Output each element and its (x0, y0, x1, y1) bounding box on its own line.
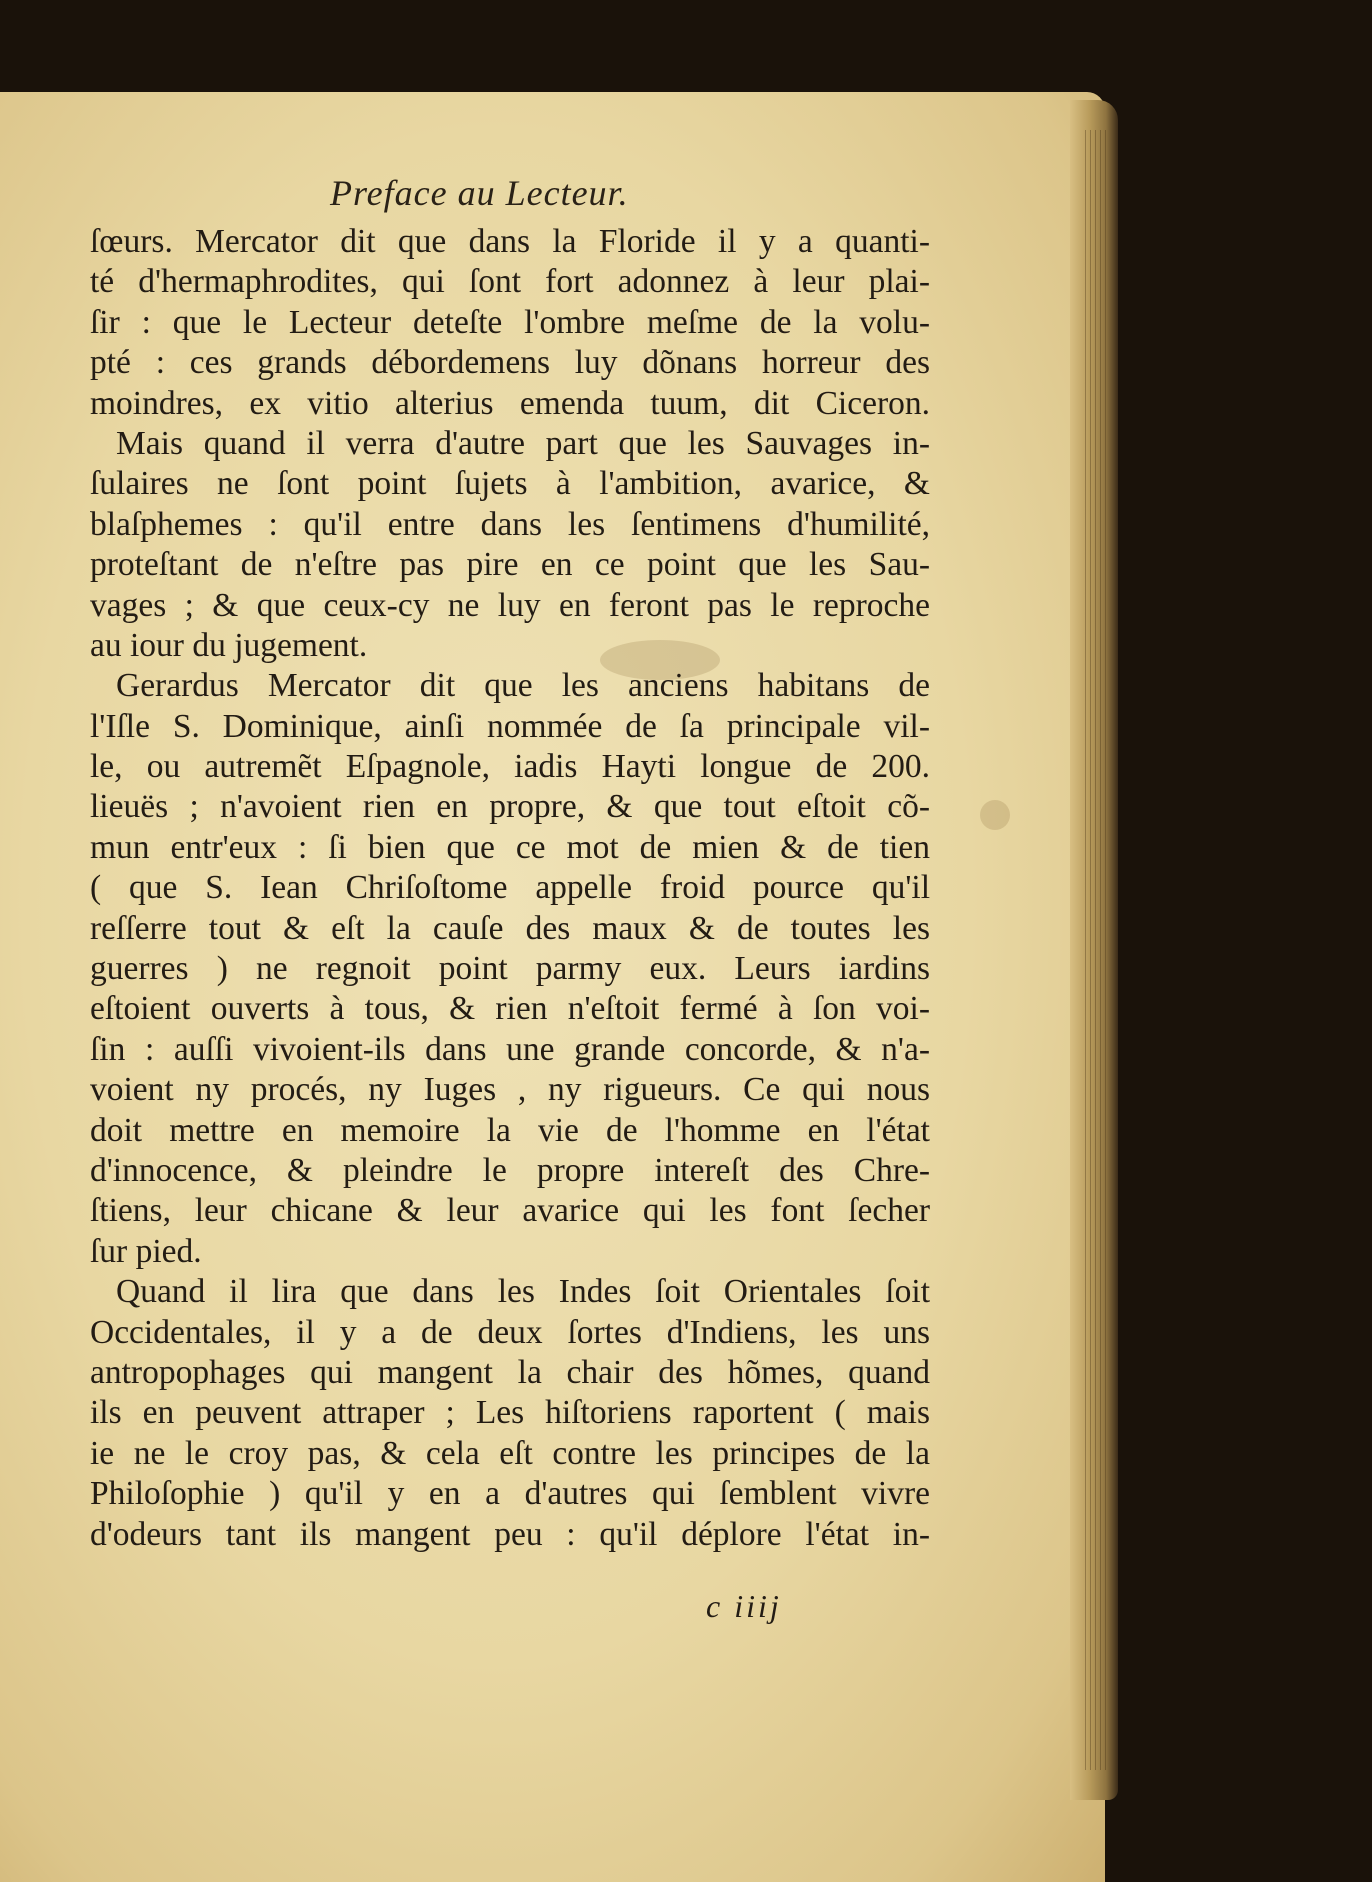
text-line: té d'hermaphrodites, qui ſont fort adonnez à leur plai- (90, 263, 930, 301)
text-line: blaſphemes : qu'il entre dans les ſentimens d'humilité, (90, 505, 930, 543)
text-line: ils en peuvent attraper ; Les hiſtoriens raportent ( mais (90, 1394, 930, 1432)
text-line: doit mettre en memoire la vie de l'homme en l'état (90, 1111, 930, 1149)
text-line: Gerardus Mercator dit que les anciens habitans de (116, 667, 930, 705)
stain (980, 800, 1010, 830)
text-line: ( que S. Iean Chriſoſtome appelle froid pource qu'il (90, 869, 930, 907)
signature-mark: c iiij (706, 1588, 782, 1624)
text-line: antropophages qui mangent la chair des hõmes, quand (90, 1353, 930, 1391)
text-line: voient ny procés, ny Iuges , ny rigueurs. Ce qui nous (90, 1071, 930, 1109)
text-line: ſtiens, leur chicane & leur avarice qui les font ſecher (90, 1192, 930, 1230)
text-line: d'innocence, & pleindre le propre intereſt des Chre- (90, 1151, 930, 1189)
text-line: Mais quand il verra d'autre part que les Sauvages in- (116, 424, 930, 462)
text-line: Philoſophie ) qu'il y en a d'autres qui ſemblent vivre (90, 1475, 930, 1513)
text-line: guerres ) ne regnoit point parmy eux. Leurs iardins (90, 950, 930, 988)
text-line: proteſtant de n'eſtre pas pire en ce point que les Sau- (90, 546, 930, 584)
text-line: au iour du jugement. (90, 626, 368, 664)
text-line: d'odeurs tant ils mangent peu : qu'il déplore l'état in- (90, 1515, 930, 1553)
text-line: Quand il lira que dans les Indes ſoit Orientales ſoit (116, 1273, 930, 1311)
body-text (90, 222, 930, 1555)
text-line: ſulaires ne ſont point ſujets à l'ambition, avarice, & (90, 465, 930, 503)
text-line: ſin : auſſi vivoient-ils dans une grande concorde, & n'a- (90, 1030, 930, 1068)
text-line: vages ; & que ceux-cy ne luy en feront pas le reproche (90, 586, 930, 624)
running-header: Preface au Lecteur. (330, 173, 629, 213)
text-line: Occidentales, il y a de deux ſortes d'Indiens, les uns (90, 1313, 930, 1351)
text-line: eſtoient ouverts à tous, & rien n'eſtoit fermé à ſon voi- (90, 990, 930, 1028)
text-line: moindres, ex vitio alterius emenda tuum, dit Ciceron. (90, 384, 930, 422)
page-edge-lines (1085, 130, 1107, 1770)
text-line: ſœurs. Mercator dit que dans la Floride il y a quanti- (90, 223, 930, 260)
text-line: reſſerre tout & eſt la cauſe des maux & de toutes les (90, 909, 930, 947)
text-line: le, ou autremẽt Eſpagnole, iadis Hayti longue de 200. (90, 748, 930, 786)
text-line: l'Iſle S. Dominique, ainſi nommée de ſa principale vil- (90, 707, 930, 745)
text-line: mun entr'eux : ſi bien que ce mot de mien & de tien (90, 828, 930, 866)
text-line: pté : ces grands débordemens luy dõnans horreur des (90, 344, 930, 382)
text-line: ſur pied. (90, 1232, 202, 1270)
text-line: ſir : que le Lecteur deteſte l'ombre meſme de la volu- (90, 303, 930, 341)
text-line: lieuës ; n'avoient rien en propre, & que tout eſtoit cõ- (90, 788, 930, 826)
text-line: ie ne le croy pas, & cela eſt contre les principes de la (90, 1434, 930, 1472)
